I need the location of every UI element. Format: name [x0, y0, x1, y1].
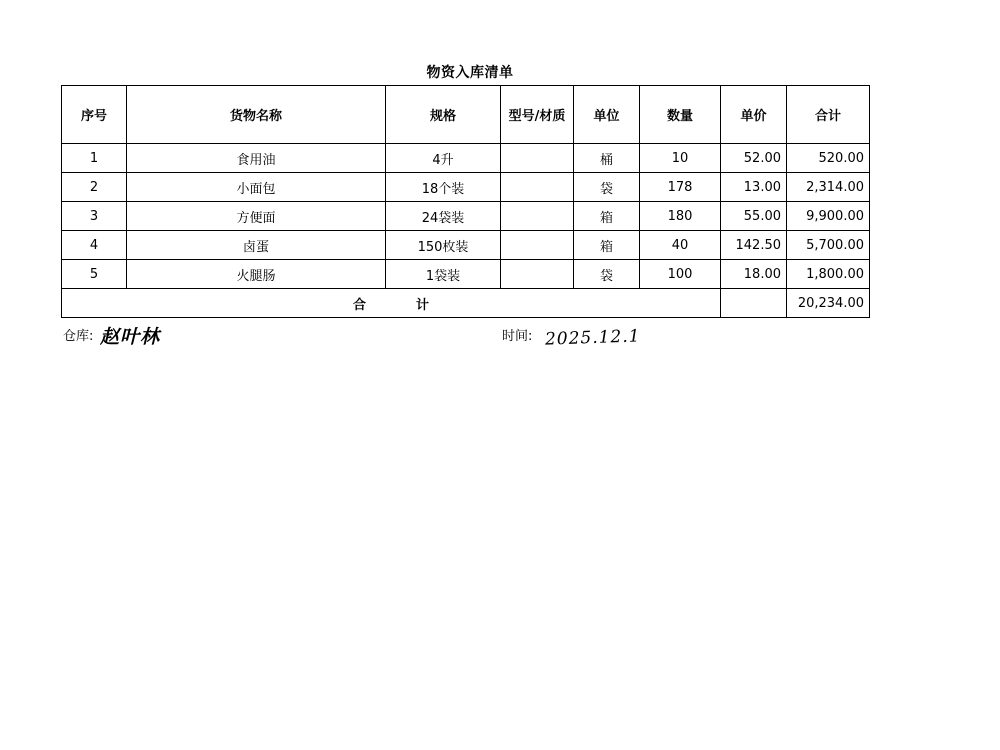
cell-qty: 10 [640, 144, 721, 173]
cell-name: 火腿肠 [127, 260, 386, 289]
cell-amount: 2,314.00 [787, 173, 870, 202]
cell-model [501, 144, 574, 173]
table-row [62, 173, 870, 202]
column-header-qty: 数量 [640, 86, 721, 144]
cell-price: 142.50 [721, 231, 787, 260]
cell-price: 55.00 [721, 202, 787, 231]
cell-no: 3 [62, 202, 127, 231]
cell-unit: 袋 [574, 260, 640, 289]
cell-model [501, 173, 574, 202]
cell-spec: 1袋装 [386, 260, 501, 289]
cell-name: 卤蛋 [127, 231, 386, 260]
cell-no: 1 [62, 144, 127, 173]
column-header-amount: 合计 [787, 86, 870, 144]
total-row [62, 289, 870, 318]
cell-amount: 520.00 [787, 144, 870, 173]
cell-model [501, 202, 574, 231]
header-row [62, 86, 870, 144]
cell-unit: 桶 [574, 144, 640, 173]
cell-amount: 9,900.00 [787, 202, 870, 231]
cell-model [501, 260, 574, 289]
total-amount: 20,234.00 [787, 289, 870, 318]
cell-price: 13.00 [721, 173, 787, 202]
cell-name: 食用油 [127, 144, 386, 173]
cell-spec: 24袋装 [386, 202, 501, 231]
cell-amount: 1,800.00 [787, 260, 870, 289]
total-label: 合计 [62, 289, 721, 318]
cell-price: 52.00 [721, 144, 787, 173]
handwritten-date: 2025.12.1 [544, 326, 641, 350]
column-header-name: 货物名称 [127, 86, 386, 144]
cell-qty: 178 [640, 173, 721, 202]
cell-no: 2 [62, 173, 127, 202]
cell-name: 方便面 [127, 202, 386, 231]
cell-model [501, 231, 574, 260]
column-header-spec: 规格 [386, 86, 501, 144]
time-label: 时间: [502, 329, 533, 344]
column-header-model: 型号/材质 [501, 86, 574, 144]
cell-unit: 袋 [574, 173, 640, 202]
warehouse-label: 仓库: [63, 329, 94, 344]
column-header-no: 序号 [62, 86, 127, 144]
cell-qty: 180 [640, 202, 721, 231]
inventory-table [61, 85, 870, 318]
cell-no: 4 [62, 231, 127, 260]
cell-amount: 5,700.00 [787, 231, 870, 260]
cell-qty: 100 [640, 260, 721, 289]
cell-spec: 150枚装 [386, 231, 501, 260]
document-title: 物资入库清单 [426, 65, 514, 81]
total-price-cell [721, 289, 787, 318]
cell-spec: 4升 [386, 144, 501, 173]
cell-name: 小面包 [127, 173, 386, 202]
cell-price: 18.00 [721, 260, 787, 289]
cell-qty: 40 [640, 231, 721, 260]
cell-spec: 18个装 [386, 173, 501, 202]
column-header-price: 单价 [721, 86, 787, 144]
table-row [62, 144, 870, 173]
cell-no: 5 [62, 260, 127, 289]
cell-unit: 箱 [574, 231, 640, 260]
table-row [62, 231, 870, 260]
table-row [62, 260, 870, 289]
cell-unit: 箱 [574, 202, 640, 231]
warehouse-signature: 赵叶林 [100, 326, 161, 348]
column-header-unit: 单位 [574, 86, 640, 144]
table-row [62, 202, 870, 231]
